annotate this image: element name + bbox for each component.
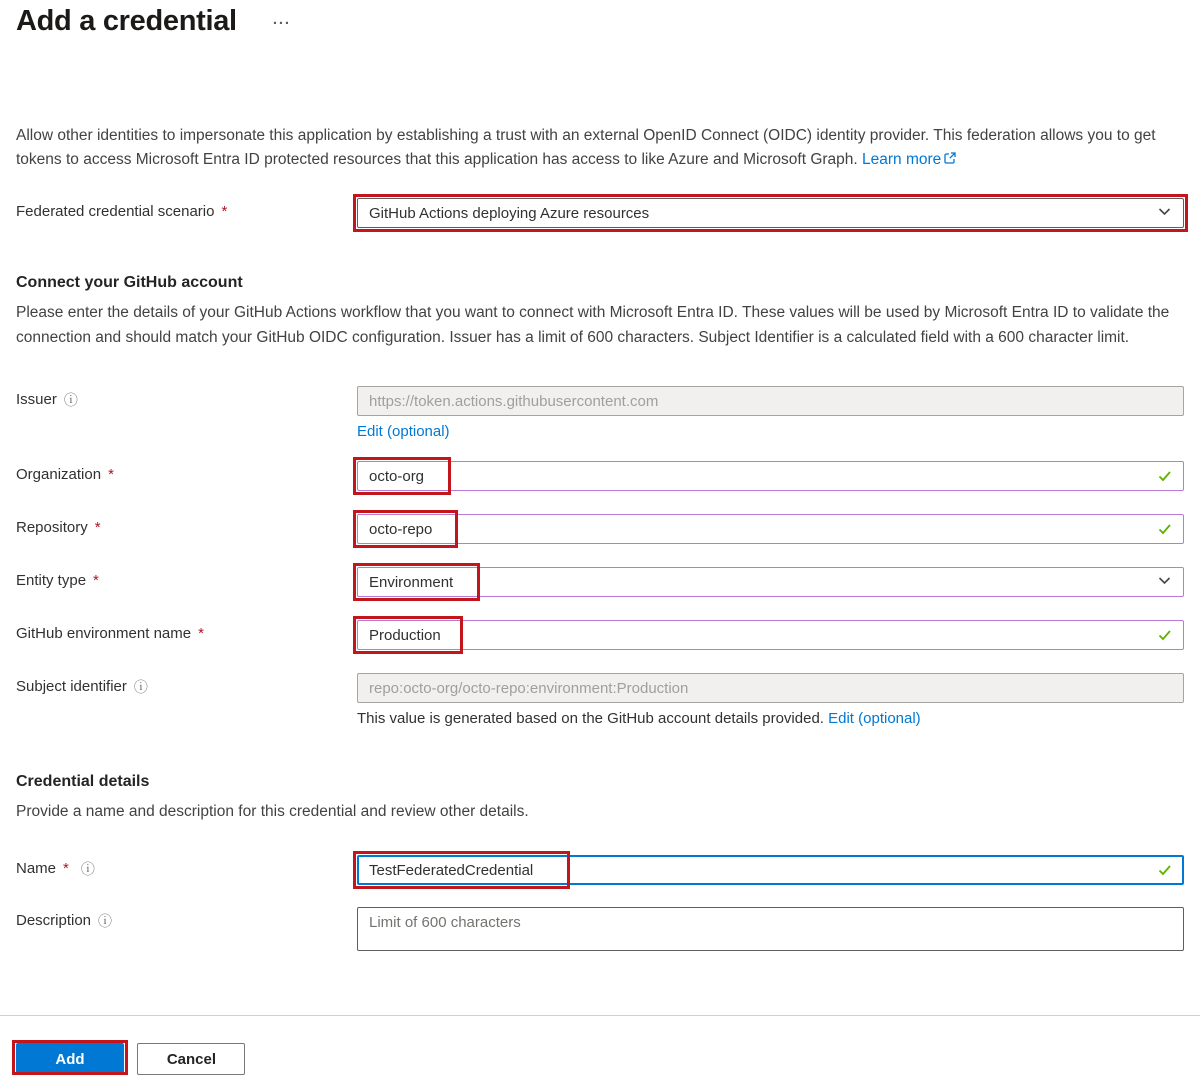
required-asterisk: * (63, 860, 69, 877)
field-row-subject-identifier (16, 673, 1184, 727)
scenario-label-cell (16, 198, 357, 220)
entity-type-label-cell (16, 567, 357, 589)
info-icon[interactable]: ⓘ (133, 678, 148, 695)
info-icon[interactable]: ⓘ (63, 391, 78, 408)
add-button[interactable]: Add (16, 1043, 124, 1075)
subject-identifier-helper-text: This value is generated based on the GitHub account details provided. (357, 710, 829, 727)
subject-identifier-label: Subject identifier (16, 678, 127, 695)
subject-identifier-edit-link[interactable]: Edit (optional) (828, 710, 921, 727)
required-asterisk: * (108, 466, 114, 483)
required-asterisk: * (221, 203, 228, 220)
environment-name-label-cell (16, 620, 357, 642)
credential-section-description: Provide a name and description for this credential and review other details. (16, 803, 529, 820)
organization-label-cell (16, 461, 357, 483)
field-row-entity-type (16, 567, 1184, 597)
info-icon[interactable]: ⓘ (98, 912, 113, 929)
scenario-dropdown[interactable] (357, 198, 1184, 228)
name-input[interactable] (357, 855, 1184, 885)
learn-more-link[interactable]: Learn more (862, 151, 942, 168)
field-row-environment-name (16, 620, 1184, 650)
required-asterisk: * (198, 625, 204, 642)
credential-section-heading: Credential details (16, 773, 150, 790)
environment-name-input[interactable] (357, 620, 1184, 650)
chevron-down-icon (1157, 573, 1172, 592)
issuer-label-cell (16, 386, 357, 408)
description-input[interactable] (357, 907, 1184, 951)
name-label-cell (16, 855, 357, 877)
field-row-organization (16, 461, 1184, 491)
required-asterisk: * (94, 519, 101, 536)
info-icon[interactable]: ⓘ (80, 860, 95, 877)
repository-input[interactable] (357, 514, 1184, 544)
panel-header (16, 0, 1184, 38)
environment-name-label: GitHub environment name (16, 625, 192, 642)
issuer-label: Issuer (16, 391, 57, 408)
page-title: Add a credential (16, 5, 237, 37)
scenario-dropdown-value: GitHub Actions deploying Azure resources (369, 204, 650, 222)
intro-text (16, 124, 1184, 173)
field-row-description (16, 907, 1184, 951)
intro-text-body: Allow other identities to impersonate this application by establishing a trust with an external OpenID Connect (OIDC) identity provider. This federation allows you to get tokens to access Microsoft Entra ID protected resources that this application has access to like Azure and Microsoft Graph. (16, 127, 1156, 168)
description-label-cell (16, 907, 357, 929)
description-label: Description (16, 912, 92, 929)
issuer-input (357, 386, 1184, 416)
more-actions-button[interactable]: ··· (272, 15, 291, 32)
entity-type-dropdown-value: Environment (369, 573, 454, 591)
entity-type-label: Entity type (16, 572, 87, 589)
field-row-issuer (16, 386, 1184, 440)
chevron-down-icon (1157, 204, 1172, 223)
repository-label: Repository (16, 519, 88, 536)
repository-label-cell (16, 514, 357, 536)
scenario-label: Federated credential scenario (16, 203, 215, 220)
subject-identifier-label-cell (16, 673, 357, 695)
cancel-button[interactable]: Cancel (137, 1043, 245, 1075)
field-row-repository (16, 514, 1184, 544)
github-section-heading: Connect your GitHub account (16, 274, 243, 291)
issuer-edit-link[interactable]: Edit (optional) (357, 423, 450, 440)
organization-label: Organization (16, 466, 102, 483)
field-row-name (16, 855, 1184, 885)
subject-identifier-input (357, 673, 1184, 703)
field-row-scenario (16, 198, 1184, 228)
subject-identifier-helper (357, 710, 1184, 727)
panel-footer (0, 1015, 1200, 1084)
github-section-description: Please enter the details of your GitHub Actions workflow that you want to connect with Microsoft Entra ID. These values will be used by Microsoft Entra ID to validate the connection and should match your GitHub OIDC configuration. Issuer has a limit of 600 characters. Subject Identifier is a calculated field with a 600 character limit. (16, 304, 1170, 346)
name-label: Name (16, 860, 57, 877)
organization-input[interactable] (357, 461, 1184, 491)
external-link-icon (943, 149, 957, 173)
entity-type-dropdown[interactable] (357, 567, 1184, 597)
required-asterisk: * (93, 572, 99, 589)
